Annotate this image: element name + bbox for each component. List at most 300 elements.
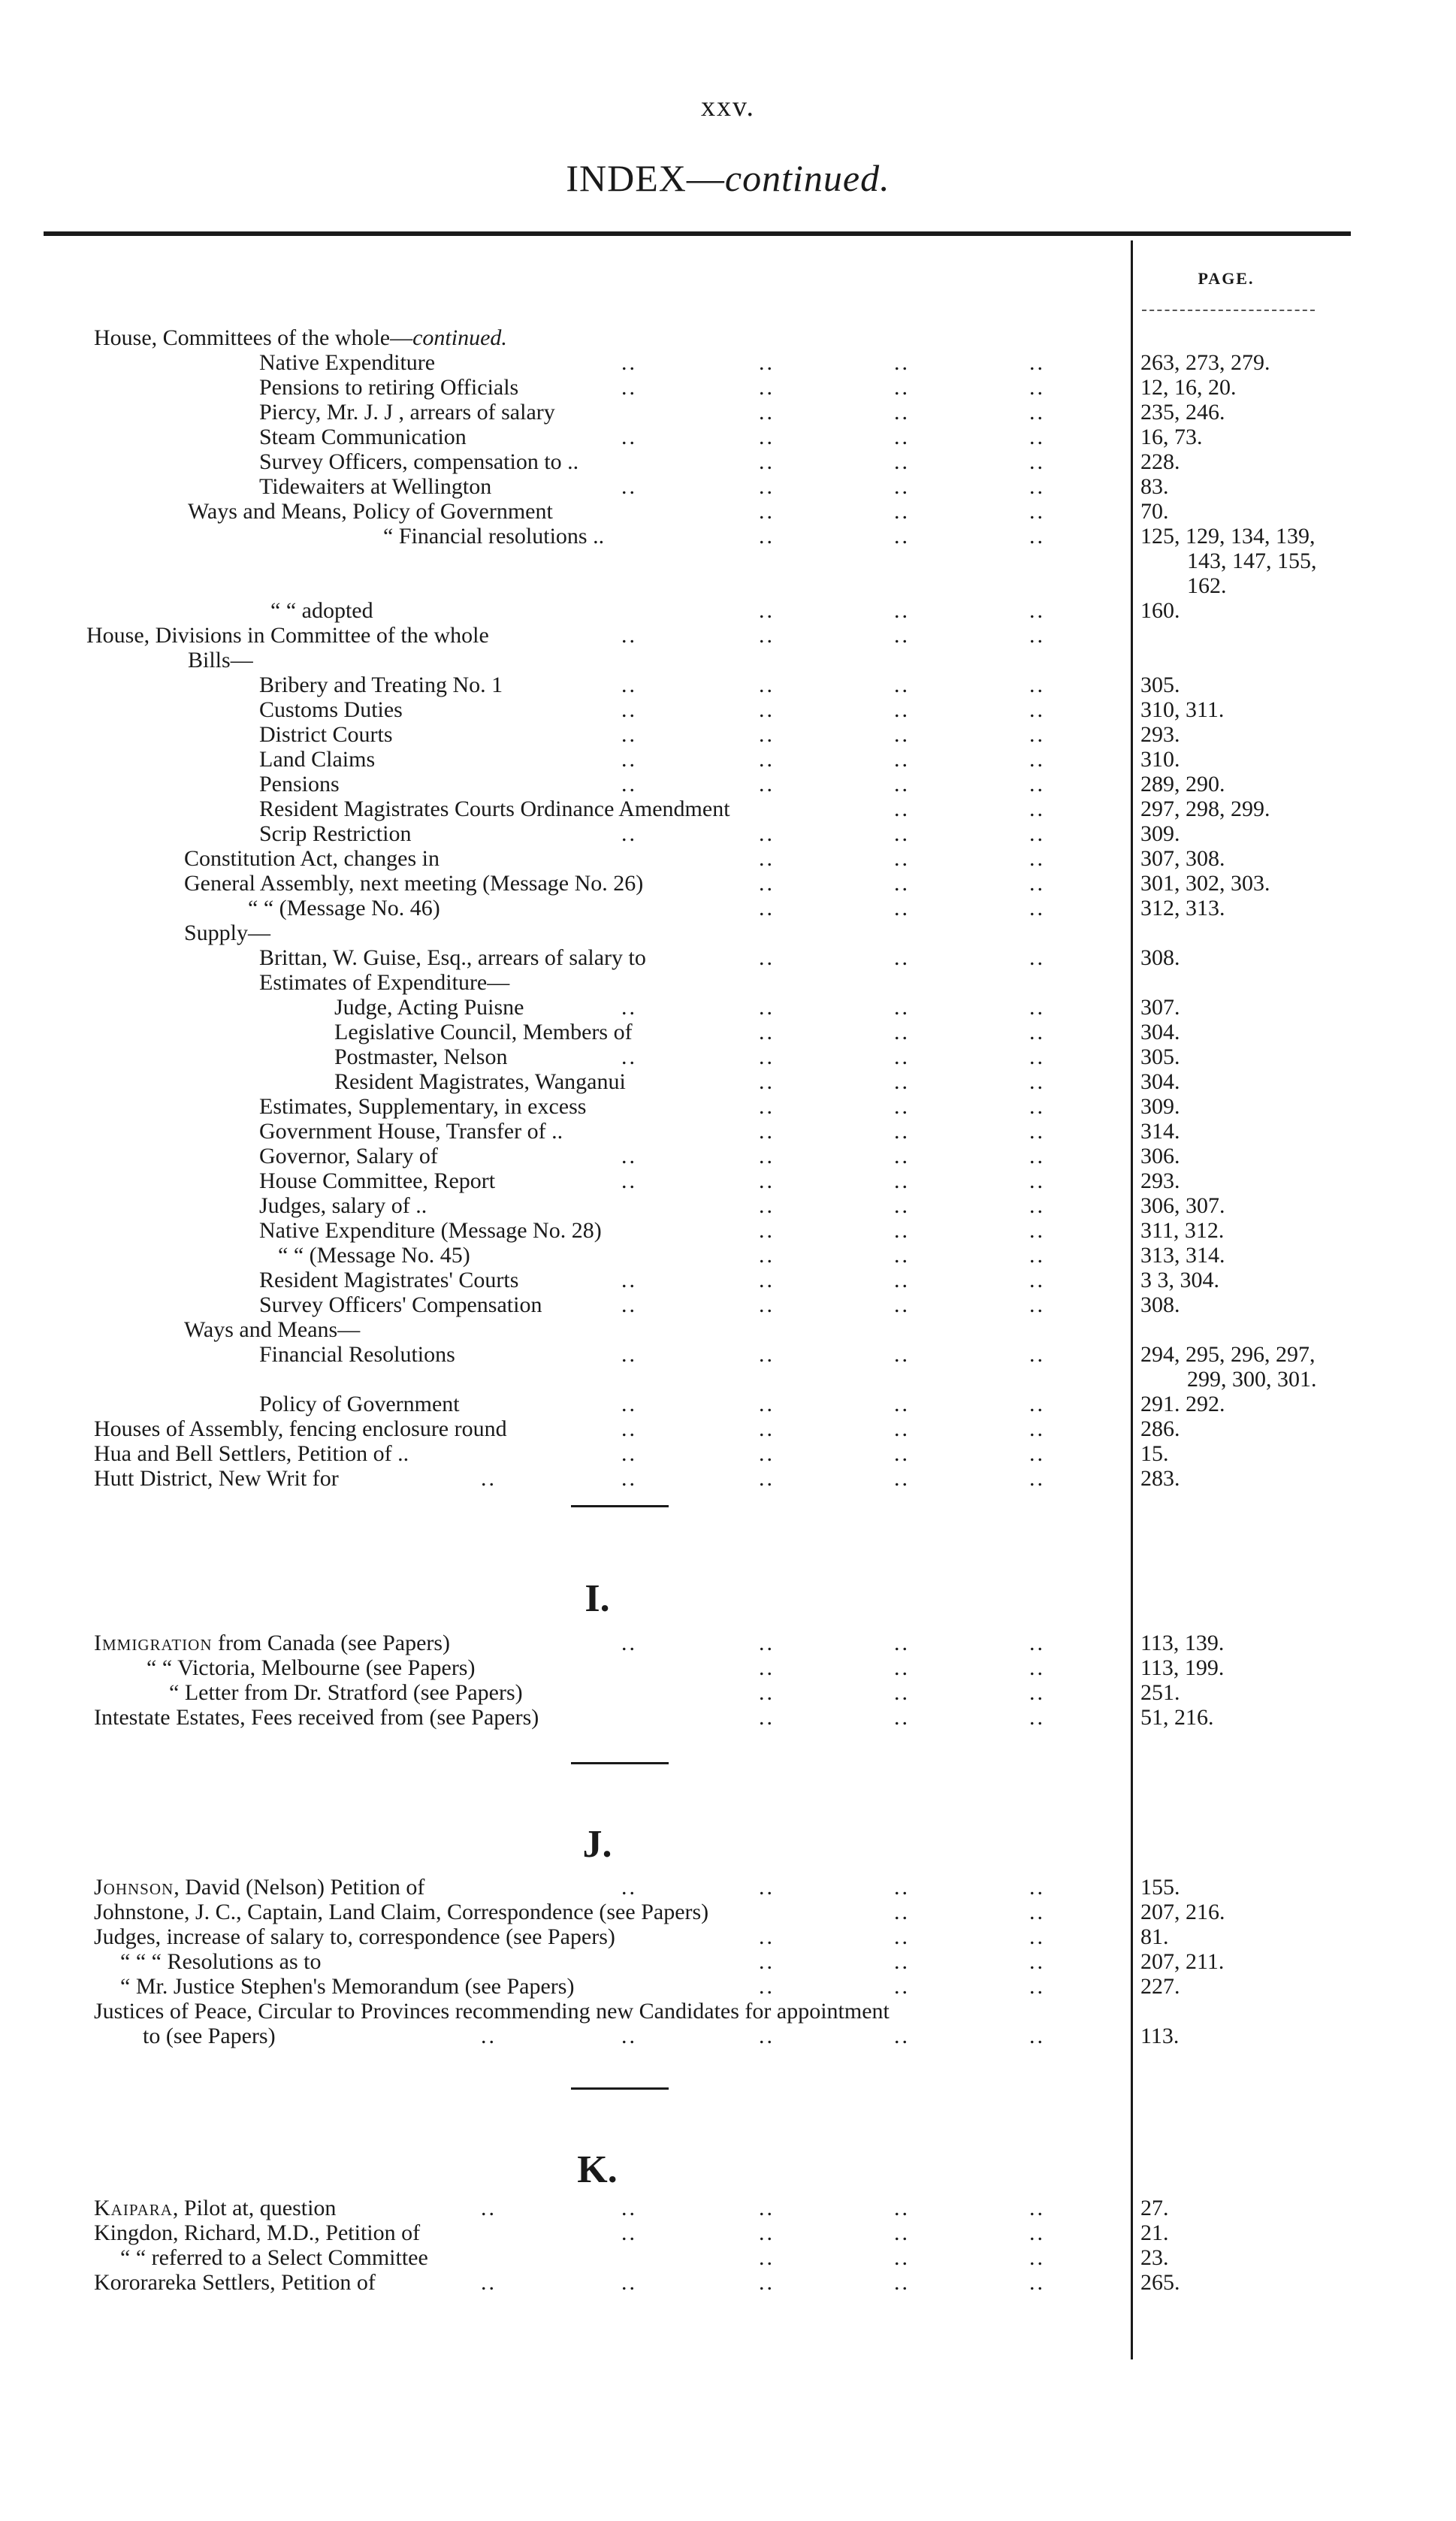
entry-heading: “ “ “ Resolutions as to [120,1949,322,1974]
entry-heading: House, Committees of the whole— [94,325,413,350]
entry-italic: continued. [412,325,507,350]
dot-leader: .. .. .. [759,1680,1045,1705]
index-entry [0,945,1456,970]
dot-leader: .. .. .. [759,1119,1045,1144]
index-entry [0,1243,1456,1268]
page-reference: 308. [1140,945,1180,970]
entry-heading: Bribery and Treating No. 1 [259,673,503,697]
page-reference: 293. [1140,1168,1180,1193]
entry-text [94,2196,336,2220]
index-entry [0,425,1456,449]
index-entry [0,821,1456,846]
index-entry [0,970,1456,995]
entry-heading: Kingdon, Richard, M.D., Petition of [94,2220,421,2245]
entry-heading: Ways and Means, Policy of Government [188,499,553,524]
page-reference: 309. [1140,1094,1180,1119]
page-reference: 294, 295, 296, 297, [1140,1342,1316,1367]
page-reference: 293. [1140,722,1180,747]
dot-leader: .. .. .. .. [621,1144,1045,1168]
page-reference: 143, 147, 155, [1187,549,1317,573]
page-reference: 308. [1140,1292,1180,1317]
entry-heading: Governor, Salary of [259,1144,438,1168]
entry-heading: Legislative Council, Members of [334,1020,633,1044]
index-entry [0,325,1456,350]
index-entry [0,2196,1456,2220]
dot-leader: .. .. .. [759,1218,1045,1243]
entry-heading: Justices of Peace, Circular to Provinces recommending new Candidates for appointment [94,1999,890,2024]
dot-leader: .. .. .. .. [621,821,1045,846]
entry-text [259,772,340,797]
dot-leader: .. .. .. .. .. [481,2024,1045,2048]
entry-text [120,2245,428,2270]
index-entry [0,1193,1456,1218]
section-letter-i: I. [585,1577,610,1620]
dot-leader: .. .. .. .. [621,425,1045,449]
entry-heading: “ “ (Message No. 46) [248,896,440,920]
dot-leader: .. .. .. [759,1193,1045,1218]
index-entry [0,1631,1456,1655]
index-entry [0,697,1456,722]
dot-leader: .. .. .. .. [621,1292,1045,1317]
entry-text [120,1974,574,1999]
entry-text [259,400,555,425]
entry-heading: Postmaster, Nelson [334,1044,508,1069]
index-entry [0,1900,1456,1924]
entry-text [334,1020,633,1044]
entry-heading: Bills— [188,648,253,673]
entry-heading: Scrip Restriction [259,821,412,846]
title-italic: continued. [724,157,890,199]
entry-heading: Houses of Assembly, fencing enclosure round [94,1416,507,1441]
entry-text [259,722,393,747]
entry-heading: Land Claims [259,747,376,772]
index-entry [0,598,1456,623]
dot-leader: .. .. .. .. [621,1631,1045,1655]
index-entry [0,350,1456,375]
dot-leader: .. .. .. .. [621,747,1045,772]
page-reference: 306. [1140,1144,1180,1168]
entry-text [259,375,518,400]
entry-text [86,623,489,648]
index-entry [0,896,1456,920]
page-reference: 291. 292. [1140,1392,1225,1416]
dot-leader: .. .. .. .. [621,1342,1045,1367]
entry-text [143,2024,276,2048]
page-reference: 70. [1140,499,1169,524]
entry-text [184,846,440,871]
dot-leader: .. .. .. .. [621,1268,1045,1292]
entry-text [278,1243,470,1268]
dot-leader: .. .. .. .. .. [481,1466,1045,1491]
page-column-rule [1142,310,1315,311]
entry-heading: Steam Communication [259,425,467,449]
entry-text [94,1631,450,1655]
entry-rest: , Pilot at, question [172,2196,337,2220]
page-reference: 83. [1140,474,1169,499]
index-entry [0,673,1456,697]
index-entry [0,1144,1456,1168]
index-entry [0,2245,1456,2270]
title-main: INDEX— [566,157,725,199]
entry-heading: “ “ Victoria, Melbourne (see Papers) [147,1655,476,1680]
page-reference: 306, 307. [1140,1193,1225,1218]
entry-heading: “ “ referred to a Select Committee [120,2245,428,2270]
index-entry [0,1974,1456,1999]
index-entry [0,1119,1456,1144]
entry-heading: Piercy, Mr. J. J , arrears of salary [259,400,555,425]
page-reference: 313, 314. [1140,1243,1225,1268]
page-reference: 15. [1140,1441,1169,1466]
section-divider [571,1505,669,1507]
dot-leader: .. .. .. [759,945,1045,970]
index-entry [0,1466,1456,1491]
entry-text [94,1875,424,1900]
index-entry [0,1441,1456,1466]
entry-heading: “ Letter from Dr. Stratford (see Papers) [169,1680,523,1705]
entry-heading: to (see Papers) [143,2024,276,2048]
entry-heading: Judge, Acting Puisne [334,995,524,1020]
entry-heading: Native Expenditure [259,350,436,375]
index-entry [0,797,1456,821]
entry-heading: General Assembly, next meeting (Message No. 26) [184,871,644,896]
page-reference: 207, 211. [1140,1949,1225,1974]
entry-text [259,1342,455,1367]
page-reference: 314. [1140,1119,1180,1144]
index-entry [0,573,1456,598]
dot-leader: .. .. .. [759,896,1045,920]
index-entry [0,1875,1456,1900]
entry-text [383,524,604,549]
index-entry [0,1020,1456,1044]
dot-leader: .. .. .. [759,1974,1045,1999]
page-reference: 305. [1140,673,1180,697]
dot-leader: .. .. .. .. .. [481,2270,1045,2295]
entry-heading: Kaipara [94,2196,173,2220]
entry-heading: District Courts [259,722,393,747]
entry-heading: Government House, Transfer of .. [259,1119,563,1144]
index-entry [0,400,1456,425]
index-entry [0,846,1456,871]
dot-leader: .. .. .. [759,846,1045,871]
entry-heading: Hua and Bell Settlers, Petition of .. [94,1441,409,1466]
entry-heading: “ Mr. Justice Stephen's Memorandum (see Papers) [120,1974,575,1999]
entry-heading: Judges, increase of salary to, correspondence (see Papers) [94,1924,615,1949]
page-reference: 81. [1140,1924,1169,1949]
entry-heading: Kororareka Settlers, Petition of [94,2270,376,2295]
section-letter-k: K. [577,2148,618,2191]
dot-leader: .. .. .. .. [621,350,1045,375]
dot-leader: .. .. .. .. [621,722,1045,747]
dot-leader: .. .. .. [759,871,1045,896]
entry-heading: Customs Duties [259,697,403,722]
entry-rest: from Canada (see Papers) [212,1631,451,1655]
entry-text [259,673,503,697]
index-entry [0,747,1456,772]
entry-text [259,1094,586,1119]
index-entry [0,499,1456,524]
entry-heading: “ Financial resolutions .. [383,524,605,549]
entry-text [94,1999,890,2024]
page-reference: 155. [1140,1875,1180,1900]
entry-text [259,474,491,499]
entry-text [259,1392,460,1416]
index-entry [0,1069,1456,1094]
dot-leader: .. .. .. [759,1069,1045,1094]
page-reference: 3 3, 304. [1140,1268,1219,1292]
page-reference: 301, 302, 303. [1140,871,1270,896]
page-reference: 162. [1187,573,1227,598]
dot-leader: .. .. [894,797,1045,821]
dot-leader: .. .. .. [759,524,1045,549]
entry-heading: Immigration [94,1631,213,1655]
page-reference: 228. [1140,449,1180,474]
page-reference: 227. [1140,1974,1180,1999]
entry-text [94,1900,708,1924]
page-reference: 286. [1140,1416,1180,1441]
entry-text [188,648,253,673]
entry-text [94,1705,539,1730]
page-reference: 307, 308. [1140,846,1225,871]
dot-leader: .. .. .. .. [621,772,1045,797]
dot-leader: .. .. .. [759,1094,1045,1119]
entry-text [334,995,524,1020]
dot-leader: .. .. .. .. [621,474,1045,499]
dot-leader: .. .. .. [759,1924,1045,1949]
index-entry [0,1680,1456,1705]
page-reference: 297, 298, 299. [1140,797,1270,821]
entry-text [94,1924,615,1949]
entry-text [270,598,373,623]
index-entry [0,1392,1456,1416]
index-entry [0,375,1456,400]
entry-text [94,1416,507,1441]
entry-heading: House, Divisions in Committee of the whole [86,623,489,648]
entry-text [259,697,403,722]
page-reference: 311, 312. [1140,1218,1225,1243]
entry-text [94,2270,376,2295]
index-entry [0,1342,1456,1367]
index-entry [0,1044,1456,1069]
dot-leader: .. .. .. .. [621,1044,1045,1069]
entry-text [94,2220,420,2245]
page-reference: 265. [1140,2270,1180,2295]
dot-leader: .. .. .. .. [621,995,1045,1020]
section-letter-j: J. [582,1823,612,1866]
entry-heading: Intestate Estates, Fees received from (see Papers) [94,1705,539,1730]
index-entry [0,2220,1456,2245]
entry-text [259,449,578,474]
page-reference: 12, 16, 20. [1140,375,1237,400]
dot-leader: .. .. .. [759,499,1045,524]
dot-leader: .. .. .. .. [621,673,1045,697]
index-entry [0,1367,1456,1392]
entry-text [184,1317,360,1342]
page-reference: 113. [1140,2024,1180,2048]
entry-heading: Tidewaiters at Wellington [259,474,492,499]
page-reference: 263, 273, 279. [1140,350,1270,375]
dot-leader: .. .. .. .. [621,623,1045,648]
index-entry [0,2024,1456,2048]
entry-heading: Estimates of Expenditure— [259,970,510,995]
entry-text [259,1268,518,1292]
page-reference: 21. [1140,2220,1169,2245]
dot-leader: .. .. .. [759,1243,1045,1268]
dot-leader: .. .. .. .. .. [481,2196,1045,2220]
index-entry [0,524,1456,549]
dot-leader: .. .. .. [759,598,1045,623]
entry-rest: , David (Nelson) Petition of [174,1875,425,1900]
entry-heading: Resident Magistrates, Wanganui [334,1069,626,1094]
entry-text [184,871,643,896]
page-reference: 251. [1140,1680,1180,1705]
index-entry [0,871,1456,896]
page-reference: 16, 73. [1140,425,1203,449]
index-entry [0,1655,1456,1680]
index-entry [0,1292,1456,1317]
entry-text [248,896,440,920]
dot-leader: .. .. .. [759,1949,1045,1974]
page-reference: 23. [1140,2245,1169,2270]
dot-leader: .. .. .. .. [621,1168,1045,1193]
entry-text [259,1218,602,1243]
page-reference: 235, 246. [1140,400,1225,425]
page-column-label: PAGE. [1198,269,1255,288]
index-entry [0,1094,1456,1119]
index-entry [0,1416,1456,1441]
index-entry [0,1268,1456,1292]
entry-text [259,1168,495,1193]
dot-leader: .. .. .. .. [621,2220,1045,2245]
entry-text [259,945,646,970]
entry-heading: Estimates, Supplementary, in excess [259,1094,587,1119]
entry-text [94,325,507,350]
entry-heading: Native Expenditure (Message No. 28) [259,1218,602,1243]
entry-text [259,1193,427,1218]
entry-heading: Supply— [184,920,271,945]
entry-heading: Resident Magistrates' Courts [259,1268,519,1292]
dot-leader: .. .. .. [759,1020,1045,1044]
index-entry [0,623,1456,648]
dot-leader: .. .. .. .. [621,1875,1045,1900]
page-reference: 207, 216. [1140,1900,1225,1924]
entry-text [259,1292,542,1317]
index-entry [0,648,1456,673]
entry-text [259,970,509,995]
entry-heading: Constitution Act, changes in [184,846,440,871]
entry-heading: Ways and Means— [184,1317,361,1342]
page-reference: 289, 290. [1140,772,1225,797]
entry-heading: Brittan, W. Guise, Esq., arrears of salary to [259,945,646,970]
entry-text [94,1466,339,1491]
entry-text [259,425,467,449]
entry-text [259,747,375,772]
dot-leader: .. .. .. .. [621,697,1045,722]
entry-heading: Pensions [259,772,340,797]
index-entry [0,1218,1456,1243]
index-entry [0,995,1456,1020]
entry-heading: Resident Magistrates Courts Ordinance Amendment [259,797,730,821]
entry-text [334,1069,626,1094]
page-reference: 27. [1140,2196,1169,2220]
dot-leader: .. .. .. [759,449,1045,474]
page-reference: 305. [1140,1044,1180,1069]
page-reference: 307. [1140,995,1180,1020]
page-number: xxv. [700,91,756,122]
entry-text [184,920,270,945]
page-reference: 283. [1140,1466,1180,1491]
entry-text [147,1655,475,1680]
entry-text [259,1119,563,1144]
page-reference: 51, 216. [1140,1705,1214,1730]
entry-heading: Survey Officers, compensation to .. [259,449,579,474]
entry-heading: “ “ adopted [270,598,373,623]
entry-text [334,1044,507,1069]
entry-text [120,1949,321,1974]
page-reference: 304. [1140,1020,1180,1044]
dot-leader: .. .. .. .. [621,375,1045,400]
page-reference: 125, 129, 134, 139, [1140,524,1316,549]
entry-text [94,1441,409,1466]
index-entry [0,1705,1456,1730]
index-entry [0,1317,1456,1342]
header-rule [44,231,1351,236]
dot-leader: .. .. .. [759,400,1045,425]
entry-text [259,821,411,846]
entry-heading: Judges, salary of .. [259,1193,427,1218]
entry-text [169,1680,523,1705]
page-reference: 310, 311. [1140,697,1225,722]
page-reference: 160. [1140,598,1180,623]
entry-heading: “ “ (Message No. 45) [278,1243,470,1268]
page-reference: 113, 139. [1140,1631,1225,1655]
index-entry [0,549,1456,573]
dot-leader: .. .. [894,1900,1045,1924]
entry-heading: House Committee, Report [259,1168,496,1193]
index-entry [0,722,1456,747]
entry-heading: Johnson [94,1875,174,1900]
index-entry [0,474,1456,499]
index-entry [0,1924,1456,1949]
entry-heading: Johnstone, J. C., Captain, Land Claim, Correspondence (see Papers) [94,1900,709,1924]
page-reference: 309. [1140,821,1180,846]
page-reference: 113, 199. [1140,1655,1225,1680]
entry-heading: Policy of Government [259,1392,460,1416]
index-entry [0,2270,1456,2295]
index-entry [0,772,1456,797]
entry-heading: Financial Resolutions [259,1342,455,1367]
dot-leader: .. .. .. .. [621,1392,1045,1416]
dot-leader: .. .. .. .. [621,1441,1045,1466]
entry-text [188,499,553,524]
page-reference: 299, 300, 301. [1187,1367,1317,1392]
entry-text [259,1144,438,1168]
index-entry [0,920,1456,945]
section-divider [571,1762,669,1764]
entry-text [259,350,435,375]
page-reference: 304. [1140,1069,1180,1094]
page-reference: 312, 313. [1140,896,1225,920]
dot-leader: .. .. .. .. [621,1416,1045,1441]
entry-heading: Pensions to retiring Officials [259,375,519,400]
page-reference: 310. [1140,747,1180,772]
index-entry [0,449,1456,474]
entry-heading: Survey Officers' Compensation [259,1292,542,1317]
entry-heading: Hutt District, New Writ for [94,1466,339,1491]
page-title [0,156,1456,200]
dot-leader: .. .. .. [759,2245,1045,2270]
index-entry [0,1999,1456,2024]
dot-leader: .. .. .. [759,1655,1045,1680]
